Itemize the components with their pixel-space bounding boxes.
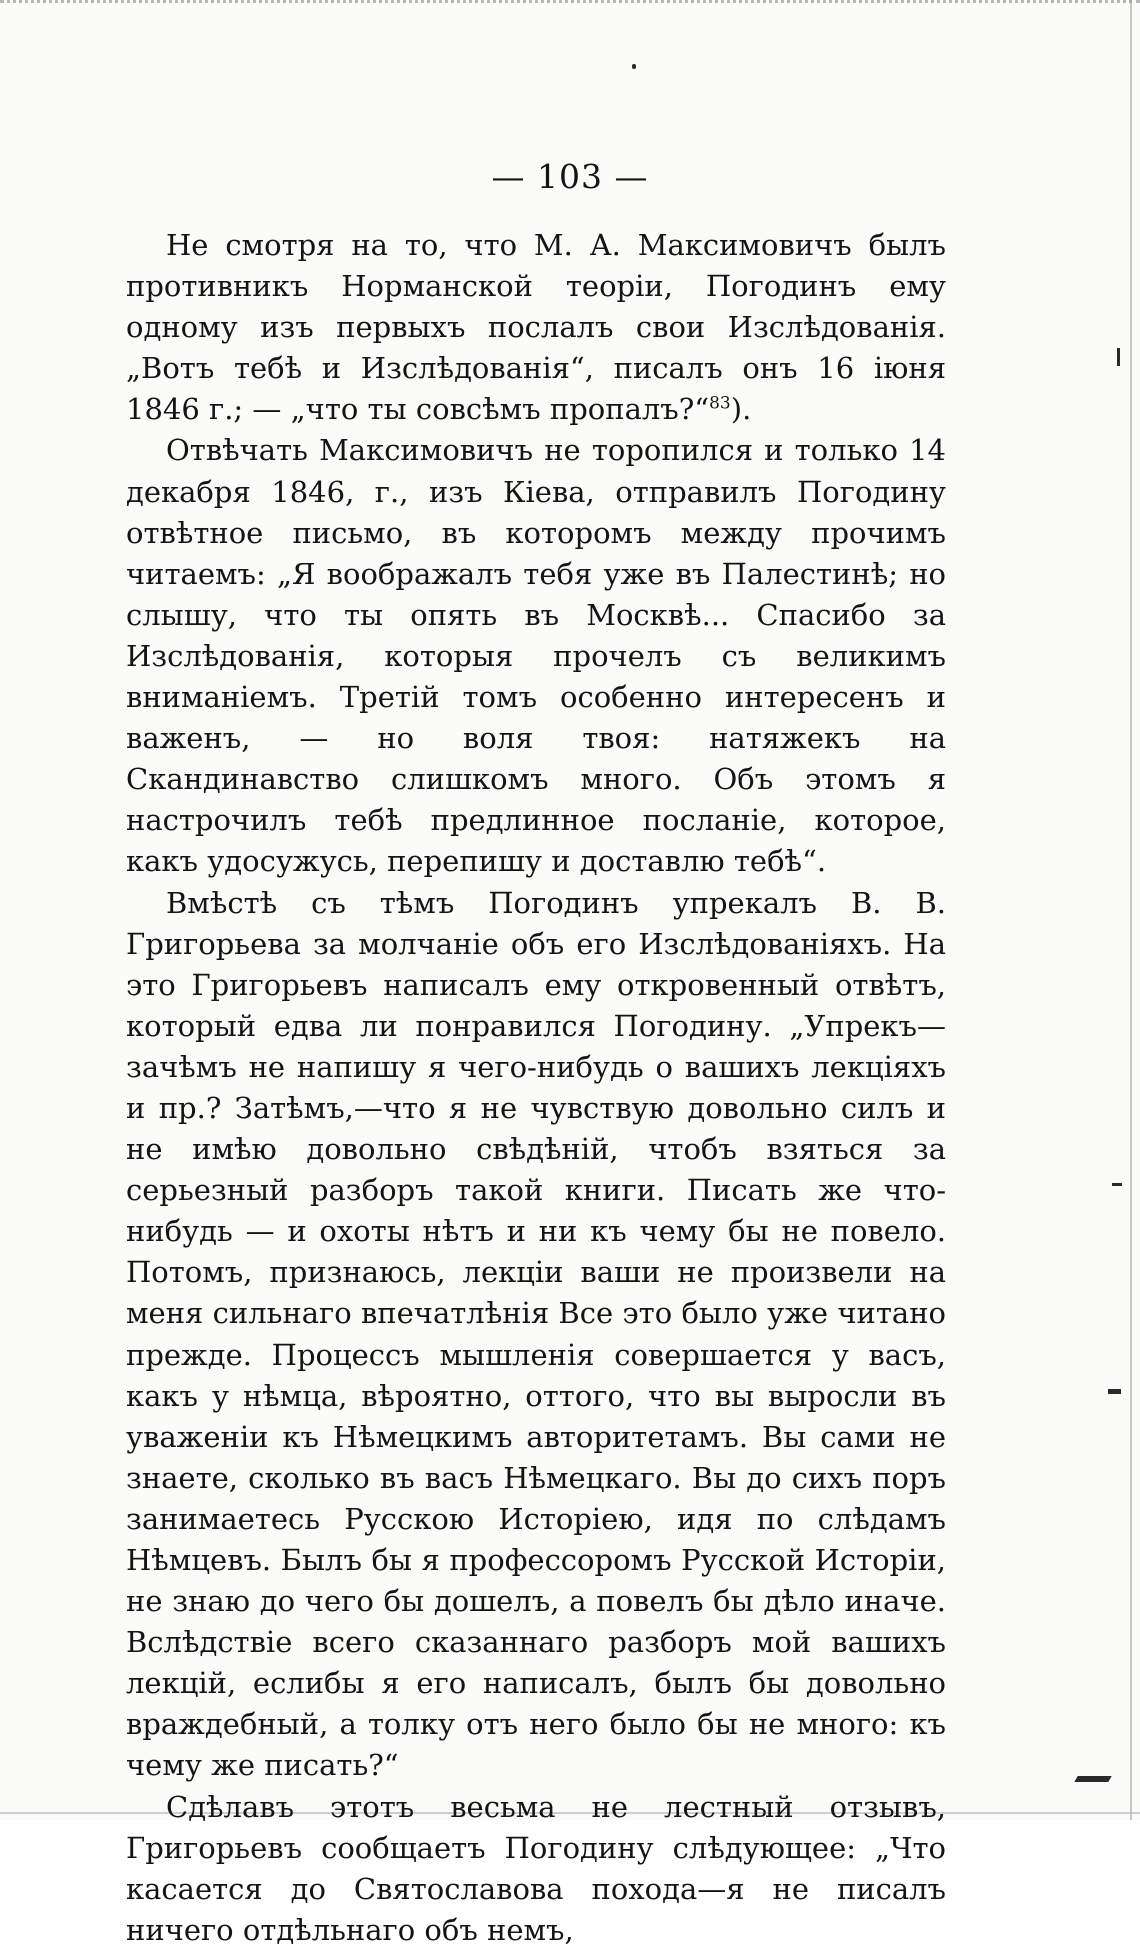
scan-top-edge — [0, 0, 1140, 13]
ink-speck — [1117, 348, 1120, 366]
page-number: — 103 — — [491, 157, 649, 196]
paragraph: Сдѣлавъ этотъ весьма не лестный отзывъ, Григорьевъ сообщаетъ Погодину слѣдующее: „Что касается до Святославова похода—я не писалъ ничего отдѣльнаго объ немъ, — [126, 1789, 946, 1947]
ink-speck — [1074, 1776, 1111, 1782]
scan-right-edge — [1124, 0, 1132, 1820]
ink-speck — [1108, 1389, 1121, 1394]
footnote-marker: 83 — [709, 393, 731, 414]
paragraph: Отвѣчать Максимовичъ не торопился и только 14 декабря 1846, г., изъ Кіева, отправилъ Погодину отвѣтное письмо, въ которомъ между прочимъ читаемъ: „Я воображалъ тебя уже въ Палестинѣ; но слышу, что ты опять въ Москвѣ... Спасибо за Изслѣдованія, которыя прочелъ съ великимъ вниманіемъ. Третій томъ особенно интересенъ и важенъ, — но воля твоя: натяжекъ на Скандинавство слишкомъ много. Объ этомъ я настрочилъ тебѣ предлинное посланіе, которое, какъ удосужусь, перепишу и доставлю тебѣ“. — [126, 433, 946, 879]
ink-speck — [632, 64, 636, 69]
paragraph — [126, 225, 946, 430]
paragraph-text: Не смотря на то, что М. А. Максимовичъ былъ противникъ Норманской теоріи, Погодинъ ему одному изъ первыхъ послалъ свои Изслѣдованія. „Вотъ тебѣ и Изслѣдованія“, писалъ онъ 16 іюня 1846 г.; — „что ты совсѣмъ пропалъ?“ — [126, 228, 946, 427]
paragraph-text-tail: ). — [730, 392, 752, 427]
paragraph: Вмѣстѣ съ тѣмъ Погодинъ упрекалъ В. В. Григорьева за молчаніе объ его Изслѣдованіяхъ. На это Григорьевъ написалъ ему откровенный отвѣтъ, который едва ли понравился Погодину. „Упрекъ—зачѣмъ не напишу я чего-нибудь о вашихъ лекціяхъ и пр.? Затѣмъ,—что я не чувствую довольно силъ и не имѣю довольно свѣдѣній, чтобъ взяться за серьезный разборъ такой книги. Писать же что-нибудь — и охоты нѣтъ и ни къ чему бы не повело. Потомъ, признаюсь, лекціи ваши не произвели на меня сильнаго впечатлѣнія Все это было уже читано прежде. Процессъ мышленія совершается у васъ, какъ у нѣмца, вѣроятно, оттого, что вы выросли въ уваженіи къ Нѣмецкимъ авторитетамъ. Вы сами не знаете, сколько въ васъ Нѣмецкаго. Вы до сихъ поръ занимаетесь Русскою Исторіею, идя по слѣдамъ Нѣмцевъ. Былъ бы я профессоромъ Русской Исторіи, не знаю до чего бы дошелъ, а повелъ бы дѣло иначе. Вслѣдствіе всего сказаннаго разборъ мой вашихъ лекцій, еслибы я его написалъ, былъ бы довольно враждебный, а толку отъ него было бы не много: къ чему же писать?“ — [126, 885, 946, 1783]
body-text — [126, 225, 946, 1951]
ink-speck — [1112, 1183, 1122, 1186]
